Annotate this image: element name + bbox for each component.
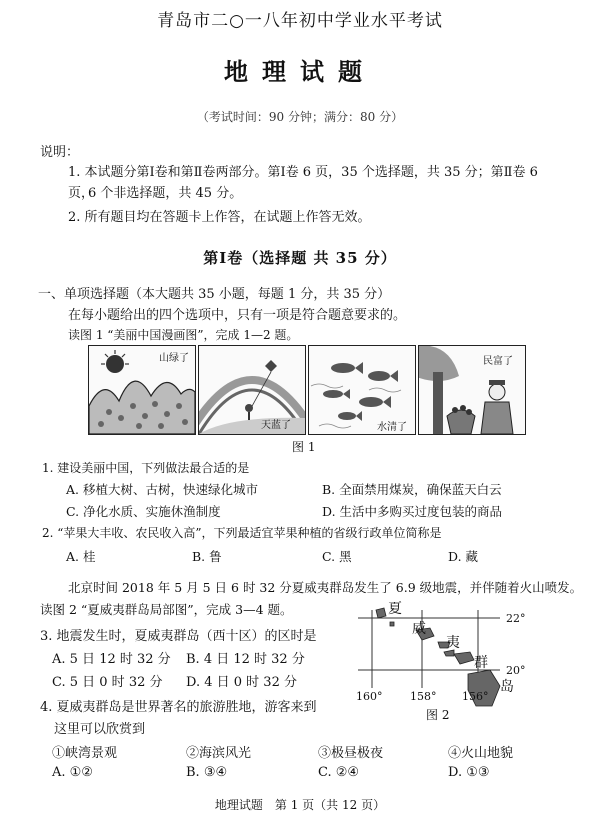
q3-option-b: B. 4 日 12 时 32 分 [186, 652, 305, 667]
q4-stem-line1: 4. 夏威夷群岛是世界著名的旅游胜地，游客来到 [40, 700, 317, 715]
q3-stem: 3. 地震发生时，夏威夷群岛（西十区）的区时是 [40, 629, 317, 644]
panel-label-sky: 天蓝了 [261, 420, 291, 431]
cartoon-panel-mountains [88, 345, 196, 435]
panel-label-rich: 民富了 [483, 356, 513, 367]
q3-option-c: C. 5 日 0 时 32 分 [52, 675, 163, 690]
q1-option-a: A. 移植大树、古树，快速绿化城市 [66, 482, 258, 497]
q2-option-b: B. 鲁 [192, 549, 222, 564]
map-label-5: 岛 [500, 679, 514, 695]
map-label-4: 群 [474, 655, 488, 671]
q2-option-d: D. 藏 [448, 549, 479, 564]
notes-heading: 说明： [40, 145, 80, 160]
lat-label-22: 22° [506, 612, 526, 625]
q4-option-d: D. ①③ [448, 765, 490, 780]
q4-item-2: ②海滨风光 [186, 746, 252, 761]
panel-label-mountains: 山绿了 [159, 353, 189, 364]
page-footer: 地理试题 第 1 页（共 12 页） [214, 798, 386, 812]
panel-label-water: 水清了 [377, 422, 407, 433]
q3-option-a: A. 5 日 12 时 32 分 [52, 652, 171, 667]
q1-option-b: B. 全面禁用煤炭，确保蓝天白云 [322, 482, 502, 497]
passage-line-2: 读图 2 “夏威夷群岛局部图”，完成 3—4 题。 [40, 602, 293, 617]
section-title: 一、单项选择题（本大题共 35 小题，每题 1 分，共 35 分） [38, 287, 391, 302]
map-label-3: 夷 [446, 635, 460, 651]
school-title: 青岛市二○一八年初中学业水平考试 [157, 11, 443, 31]
q4-option-c: C. ②④ [318, 765, 360, 780]
figure1-caption: 图 1 [292, 440, 316, 454]
cartoon-panel-rich [418, 345, 526, 435]
note-line-1: 1. 本试题分第Ⅰ卷和第Ⅱ卷两部分。第Ⅰ卷 6 页，35 个选择题，共 35 分；第Ⅱ卷 6 页， [68, 165, 538, 201]
q2-option-c: C. 黑 [322, 549, 352, 564]
q4-item-1: ①峡湾景观 [52, 746, 118, 761]
q4-stem-line2: 这里可以欣赏到 [54, 722, 146, 737]
hawaii-map [350, 602, 560, 720]
note-line-2: 6 个非选择题，共 45 分。 [88, 186, 243, 201]
map-label-1: 夏 [388, 601, 402, 617]
exam-info: （考试时间：90 分钟；满分：80 分） [196, 110, 404, 124]
q4-item-4: ④火山地貌 [448, 746, 514, 761]
q1-option-c: C. 净化水质、实施休渔制度 [66, 504, 221, 519]
map-label-2: 威 [412, 621, 426, 637]
q4-option-b: B. ③④ [186, 765, 228, 780]
q2-stem: 2. “苹果大丰收、农民收入高”，下列最适宜苹果种植的省级行政单位简称是 [42, 526, 442, 540]
figure2-caption: 图 2 [426, 708, 450, 722]
subject-title: 地理试题 [224, 57, 376, 86]
cartoon-panel-sky [198, 345, 306, 435]
lon-label-156: 156° [462, 690, 489, 703]
q2-option-a: A. 桂 [66, 549, 96, 564]
passage-line-1: 北京时间 2018 年 5 月 5 日 6 时 32 分夏威夷群岛发生了 6.9 级地震，并伴随着火山喷发。 [68, 580, 583, 595]
q1-stem: 1. 建设美丽中国，下列做法最合适的是 [42, 461, 250, 475]
figure1-prompt: 读图 1 “美丽中国漫画图”，完成 1—2 题。 [68, 328, 299, 342]
lon-label-160: 160° [356, 690, 383, 703]
cartoon-panel-water [308, 345, 416, 435]
q1-option-d: D. 生活中多购买过度包装的商品 [322, 504, 503, 519]
section-instruction: 在每小题给出的四个选项中，只有一项是符合题意要求的。 [68, 308, 407, 323]
q3-option-d: D. 4 日 0 时 32 分 [186, 675, 297, 690]
lon-label-158: 158° [410, 690, 437, 703]
lat-label-20: 20° [506, 664, 526, 677]
part-title: 第Ⅰ卷（选择题 共 35 分） [203, 249, 397, 267]
note-line-3: 2. 所有题目均在答题卡上作答，在试题上作答无效。 [68, 210, 371, 225]
q4-item-3: ③极昼极夜 [318, 746, 384, 761]
q4-option-a: A. ①② [52, 765, 93, 780]
